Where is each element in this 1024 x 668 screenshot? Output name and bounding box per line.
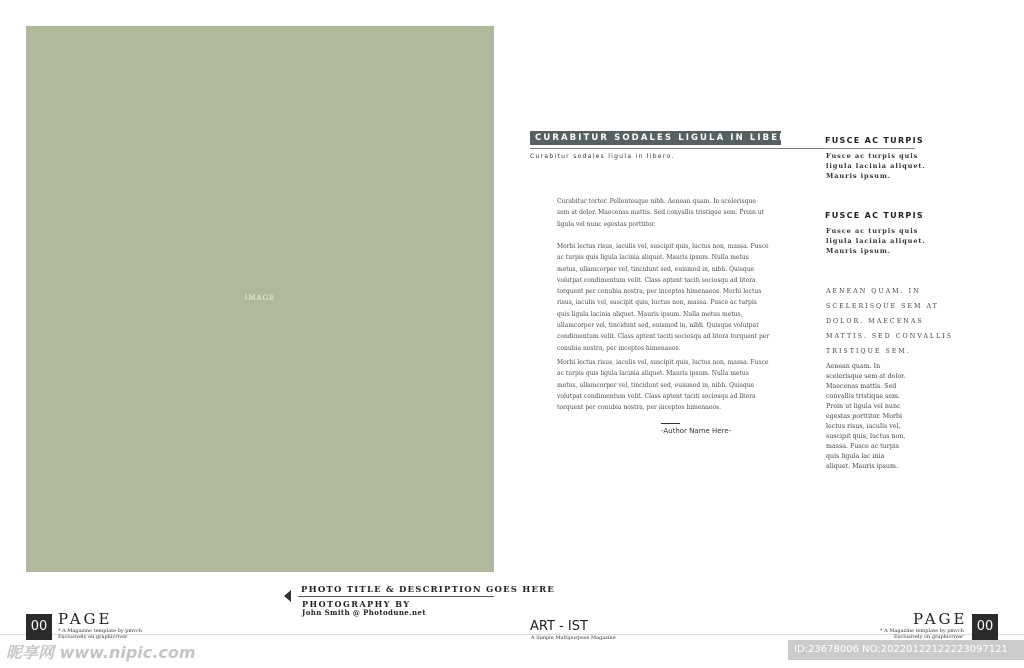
watermark-left: 昵享网 www.nipic.com [6,643,196,662]
template-credit-right: * A Magazine template by pmvch [880,628,965,634]
photography-by: PHOTOGRAPHY BY [302,599,411,609]
sidebar-heading: FUSCE AC TURPIS [825,136,924,145]
magazine-tagline: A Simple Multipurpose Magazine [531,635,616,641]
author-name: -Author Name Here- [661,427,732,435]
image-label: IMAGE [244,294,276,302]
photo-credit: John Smith @ Photodune.net [302,608,426,617]
caption-arrow-icon [284,590,291,602]
article-paragraph: Morbi lectus risus, iaculis vel, suscipit quis, luctus non, massa. Fusce ac turpis quis ligula lacinia aliquet. Mauris ipsum. Nulla metus metus, ullamcorper vel, tincidunt sed, euismod in, nibh. Quisque volutpat condimentum velit. Class aptent taciti sociosqu ad litora torquent per conubia nostra, per inceptos himenaeos. Morbi lectus risus, iaculis vel, suscipit quis, luctus non, massa. Fusce ac turpis quis ligula lacinia aliquet. Mauris ipsum. Nulla metus metus, ullamcorper vel, tincidunt sed, euismod in, nibh. Quisque volutpat condimentum velit. Class aptent taciti sociosqu ad litora torquent per conubia nostra, per inceptos himenaeos. [557,243,770,352]
watermark-id-strip: ID:23678006 NO:20220122122223097121 [788,640,1024,660]
photo-title: PHOTO TITLE & DESCRIPTION GOES HERE [301,585,556,595]
article-paragraph: Curabitur tortor. Pellentesque nibh. Aenean quam. In scelerisque sem at dolor. Maecenas mattis. Sed convallis tristique sem. Proin ut ligula vel nunc egestas porttitor. [557,198,764,228]
exclusive-note-right: Exclusively on graphicriver [894,634,964,640]
footer-divider [0,634,1024,635]
article-subhead: Curabitur sodales ligula in libero. [530,153,675,160]
template-credit-left: * A Magazine template by pmvch [58,628,143,634]
image-placeholder [26,26,494,572]
caption-divider [298,596,494,597]
sidebar-heading: FUSCE AC TURPIS [825,211,924,220]
article-headline: CURABITUR SODALES LIGULA IN LIBERO. [535,133,803,143]
sidebar-text: Fusce ac turpis quis ligula lacinia aliquet. Mauris ipsum. [826,227,926,255]
article-paragraph: Morbi lectus risus, iaculis vel, suscipit quis, luctus non, massa. Fusce ac turpis quis ligula lacinia aliquet. Mauris ipsum. Nulla metus metus, ullamcorper vel, tincidunt sed, euismod in, nibh. Quisque volutpat condimentum velit. Class aptent taciti sociosqu ad litora torquent per conubia nostra, per inceptos himenaeos. [557,359,769,412]
sidebar-text: Fusce ac turpis quis ligula lacinia aliquet. Mauris ipsum. [826,152,926,180]
exclusive-note-left: Exclusively on graphicriver [58,634,128,640]
sidebar-divider [825,148,915,149]
page-number-left: 00 [26,614,52,640]
author-divider [661,423,680,424]
page-label-left: PAGE [58,610,113,628]
sidebar-body-text: Aenean quam. In scelerisque sem at dolor. Maecenas mattis. Sed convallis tristique sem. Proin ut ligula vel nunc egestas porttitor. Morbi lectus risus, iaculis vel, suscipit quis, luctus non, massa. Fusce ac turpis quis ligula lac inia aliquet. Mauris ipsum. [826,363,906,470]
page-number-right: 00 [972,614,998,640]
sidebar-pull-quote: AENEAN QUAM. IN SCELERISQUE SEM AT DOLOR. MAECENAS MATTIS. SED CONVALLIS TRISTIQUE SEM. [826,288,954,355]
page-label-right: PAGE [913,610,968,628]
magazine-brand: ART - IST [530,619,588,634]
